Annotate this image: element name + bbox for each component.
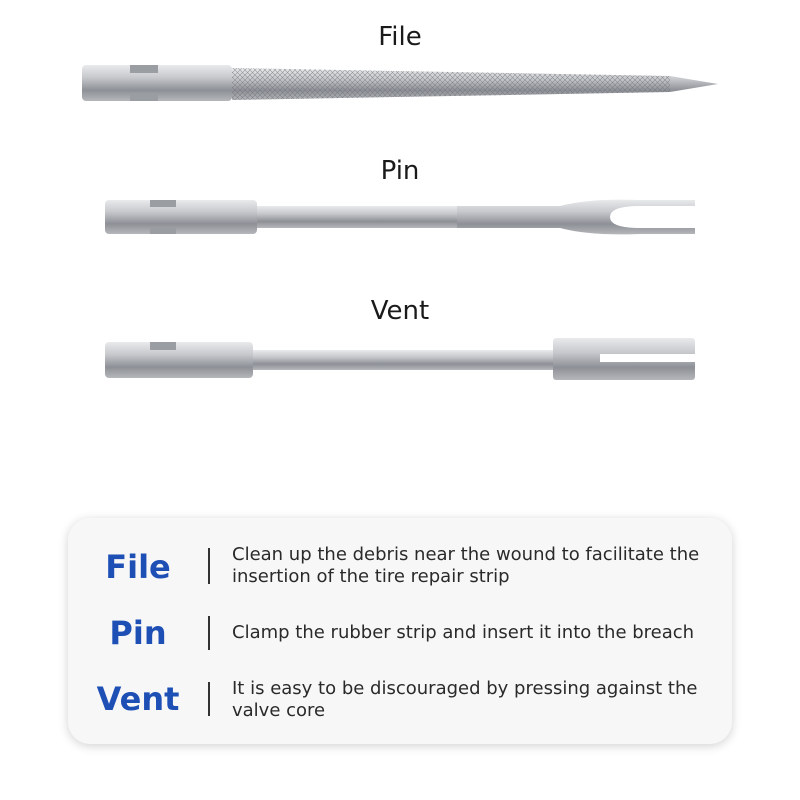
legend-row-file	[68, 544, 732, 592]
separator	[208, 616, 210, 650]
legend-term: Pin	[109, 614, 167, 652]
separator	[208, 682, 210, 716]
pin-tool-image	[0, 192, 800, 242]
pin-tool-label: Pin	[380, 156, 420, 186]
legend-description: Clamp the rubber strip and insert it into the breach	[232, 622, 695, 643]
legend-description: It is easy to be discouraged by pressing against the valve core	[232, 678, 698, 721]
vent-tool-label: Vent	[370, 296, 430, 326]
legend-row-vent	[68, 678, 732, 726]
legend-term: File	[105, 548, 171, 586]
legend-card	[68, 518, 732, 744]
legend-description: Clean up the debris near the wound to facilitate the insertion of the tire repair strip	[232, 544, 700, 587]
separator	[208, 548, 210, 584]
legend-row-pin	[68, 614, 732, 654]
vent-tool-image	[0, 336, 800, 386]
file-tool-label: File	[378, 22, 422, 52]
legend-term: Vent	[96, 680, 180, 718]
file-tool-image	[0, 60, 800, 110]
